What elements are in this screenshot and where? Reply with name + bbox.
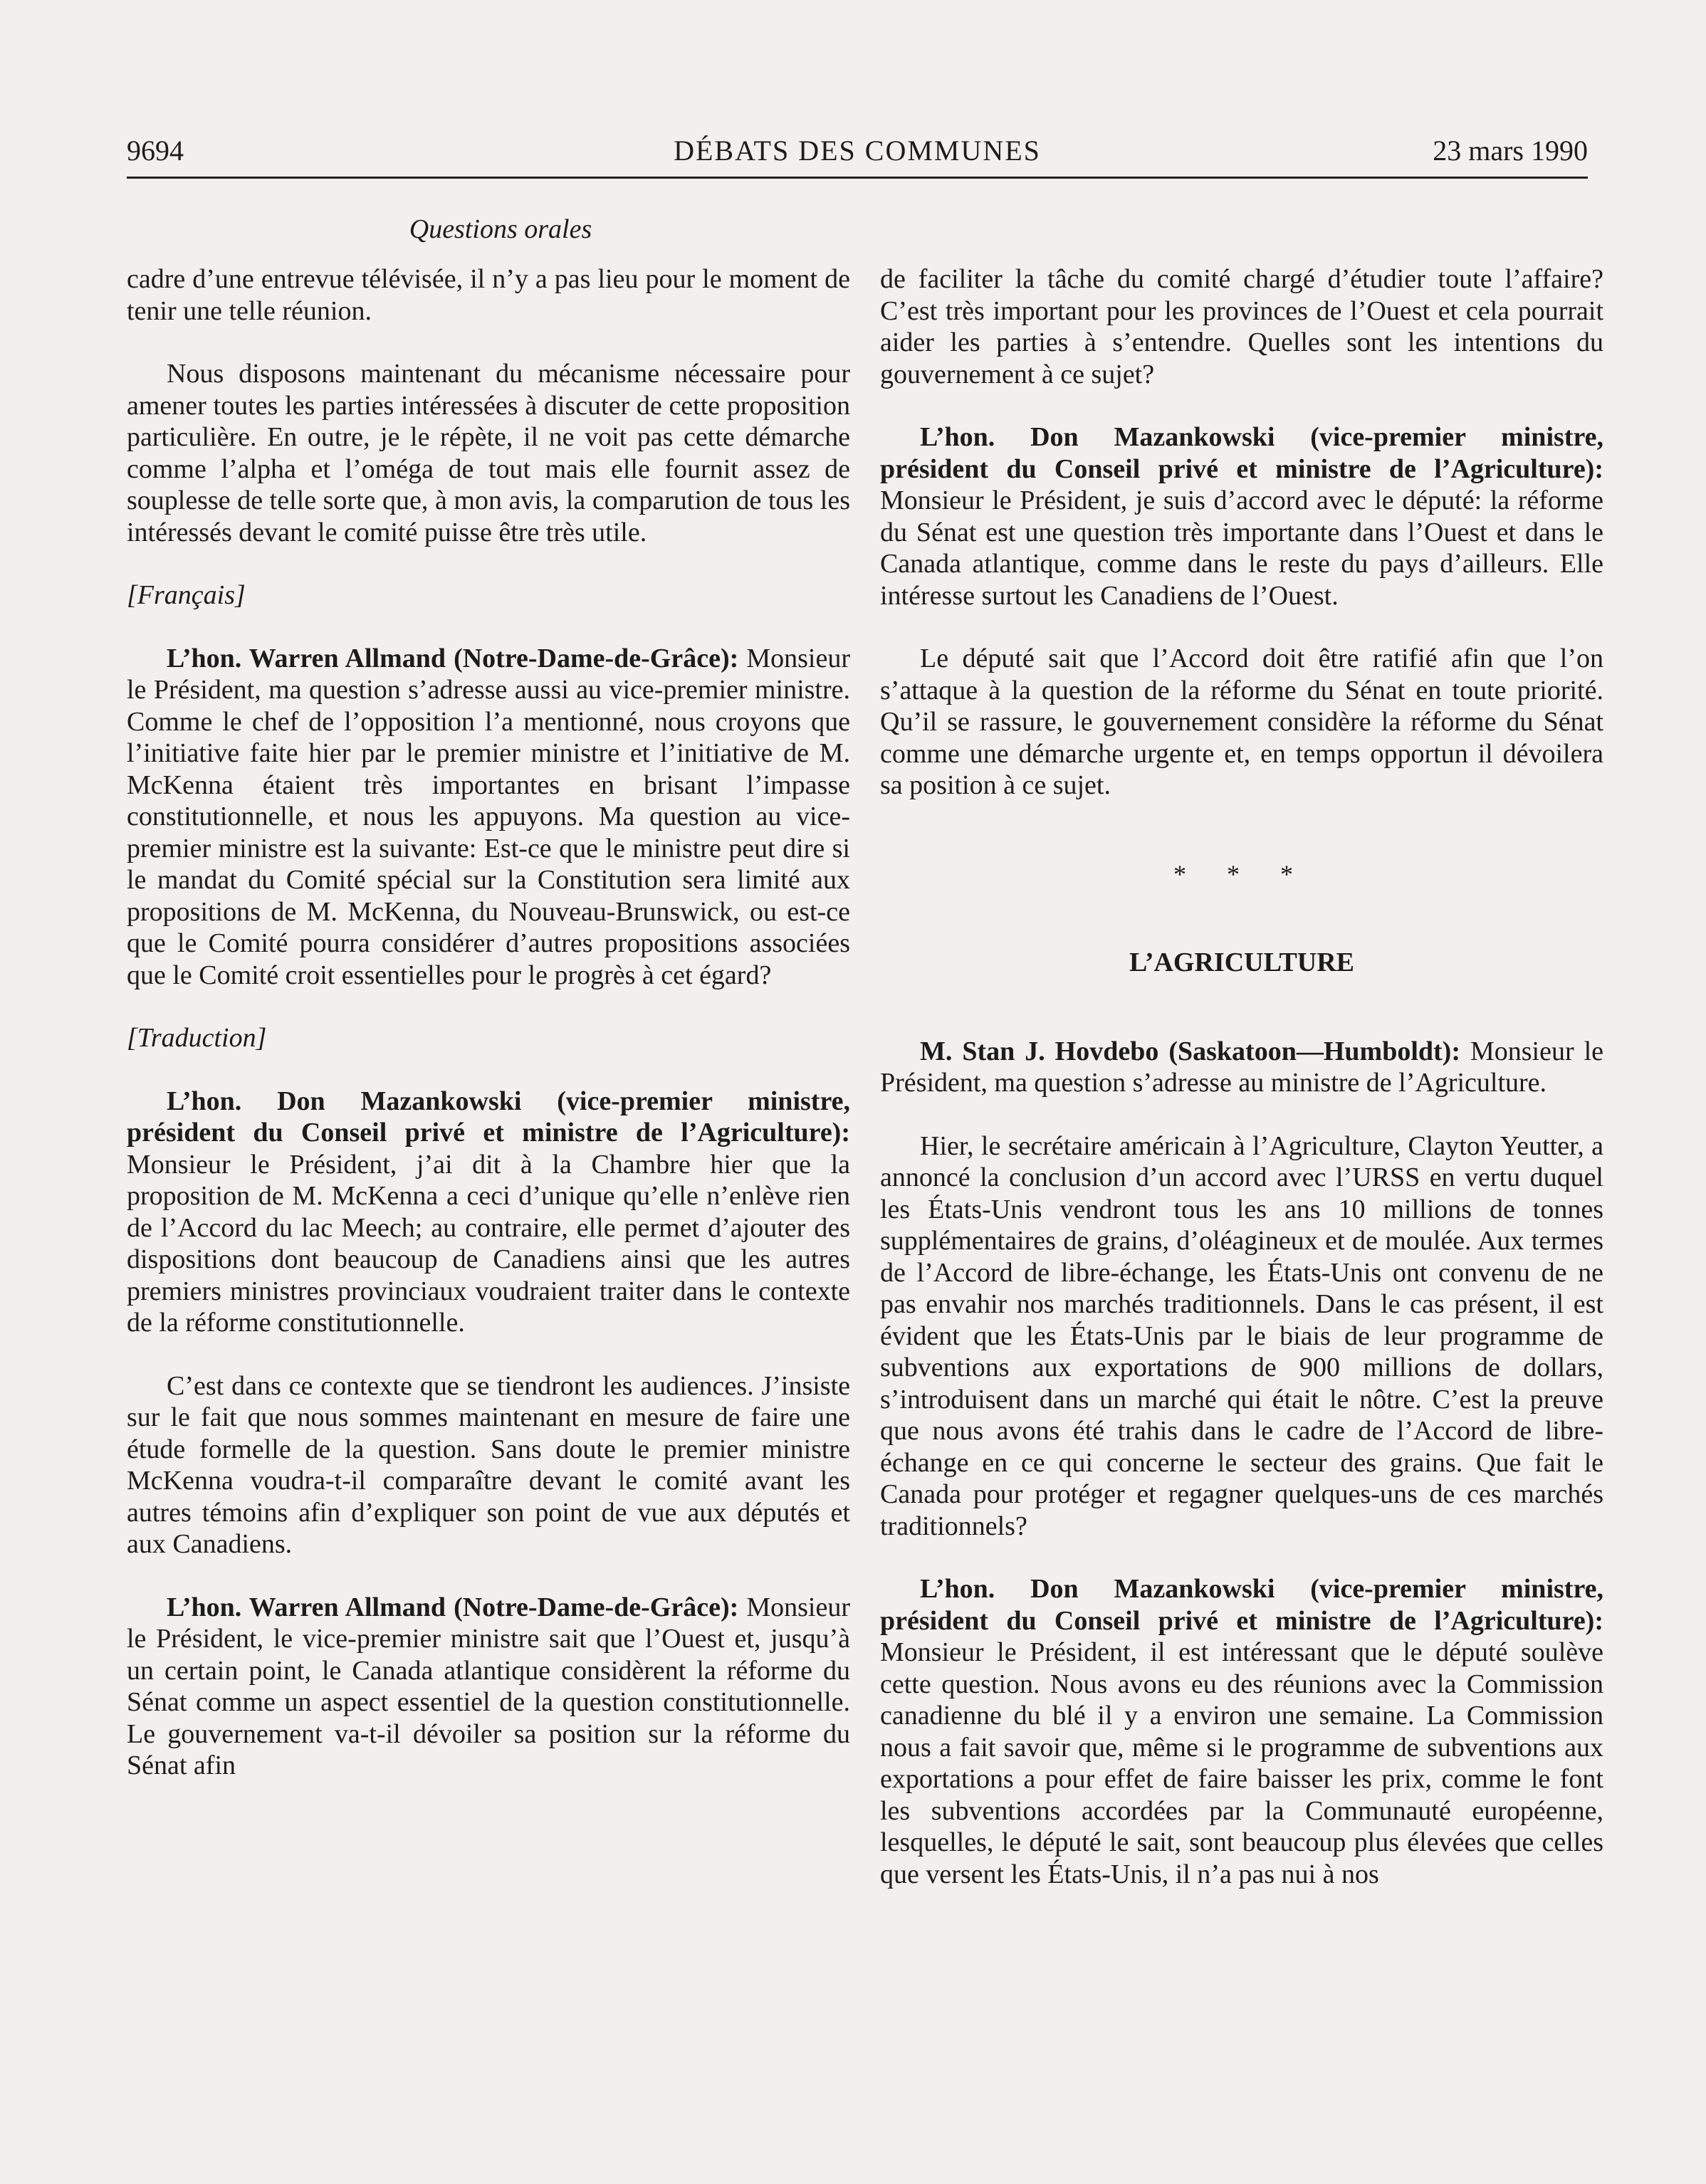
language-tag: [Français] bbox=[127, 580, 246, 610]
paragraph: Hier, le secrétaire américain à l’Agriculture, Clayton Yeutter, a annoncé la conclusion d’un accord avec l’URSS en vertu duquel les États-Unis vendront tous les ans 10 millions de tonnes supplémentaires de grains, d’oléagineux et de moulée. Aux termes de l’Accord de libre-échange, les États-Unis ont convenu de ne pas envahir nos marchés traditionnels. Dans le cas présent, il est évident que les États-Unis par le biais de leur programme de subventions aux exportations de 900 millions de dollars, s’introduisent dans un marché qui était le nôtre. C’est la preuve que nous avons été trahis dans le cadre de l’Accord de libre-échange en ce qui concerne le secteur des grains. Que fait le Canada pour protéger et regagner quelques-uns de ces marchés traditionnels? bbox=[880, 1130, 1603, 1541]
speech: L’hon. Don Mazankowski (vice-premier ministre, président du Conseil privé et ministre de l’Agriculture): Monsieur le Président, il est intéressant que le député soulève cette question. Nous avons eu des réunions avec la Commission canadienne du blé il y a environ une semaine. La Commission nous a fait savoir que, même si le programme de subventions aux exportations a pour effet de faire baisser les prix, comme le font les subventions accordées par la Communauté européenne, lesquelles, le député le sait, sont beaucoup plus élevées que celles que versent les États-Unis, il n’a pas nui à nos bbox=[880, 1574, 1603, 1889]
paragraph: Nous disposons maintenant du mécanisme nécessaire pour amener toutes les parties intéressées à discuter de cette proposition particulière. En outre, je le répète, il ne voit pas cette démarche comme l’alpha et l’oméga de tout mais elle fournit assez de souplesse de telle sorte que, à mon avis, la comparution de tous les intéressés devant le comité puisse être très utile. bbox=[127, 359, 850, 547]
speech: M. Stan J. Hovdebo (Saskatoon—Humboldt): Monsieur le Président, ma question s’adresse au ministre de l’Agriculture. bbox=[880, 1036, 1603, 1098]
page-header bbox=[127, 134, 1588, 179]
language-tag: [Traduction] bbox=[127, 1023, 267, 1053]
publication-date: 23 mars 1990 bbox=[1433, 135, 1588, 167]
speaker: M. Stan J. Hovdebo (Saskatoon—Humboldt): bbox=[920, 1036, 1460, 1066]
paragraph: de faciliter la tâche du comité chargé d’étudier toute l’affaire? C’est très important pour les provinces de l’Ouest et cela pourrait aider les parties à s’entendre. Quelles sont les intentions du gouvernement à ce sujet? bbox=[880, 264, 1603, 389]
publication-title: DÉBATS DES COMMUNES bbox=[674, 135, 1041, 167]
speech: L’hon. Warren Allmand (Notre-Dame-de-Grâce): Monsieur le Président, ma question s’adresse aussi au vice-premier ministre. Comme le chef de l’opposition l’a mentionné, nous croyons que l’initiative faite hier par le premier ministre et l’initiative de M. McKenna étaient très importantes en brisant l’impasse constitutionnelle, et nous les appuyons. Ma question au vice-premier ministre est la suivante: Est-ce que le ministre peut dire si le mandat du Comité spécial sur la Constitution sera limité aux propositions de M. McKenna, du Nouveau-Brunswick, ou est-ce que le Comité pourra considérer d’autres propositions associées que le Comité croit essentielles pour le progrès à cet égard? bbox=[127, 643, 850, 990]
speaker: L’hon. Warren Allmand (Notre-Dame-de-Grâce): bbox=[167, 643, 739, 673]
page-number: 9694 bbox=[127, 135, 184, 167]
paragraph: cadre d’une entrevue télévisée, il n’y a pas lieu pour le moment de tenir une telle réunion. bbox=[127, 264, 850, 326]
speaker: L’hon. Warren Allmand (Notre-Dame-de-Grâce): bbox=[167, 1592, 739, 1622]
paragraph: Le député sait que l’Accord doit être ratifié afin que l’on s’attaque à la question de la réforme du Sénat en toute priorité. Qu’il se rassure, le gouvernement considère la réforme du Sénat comme une démarche urgente et, en temps opportun il dévoilera sa position à ce sujet. bbox=[880, 644, 1603, 800]
left-column bbox=[127, 263, 850, 1813]
speech: L’hon. Don Mazankowski (vice-premier ministre, président du Conseil privé et ministre de l’Agriculture): Monsieur le Président, je suis d’accord avec le député: la réforme du Sénat est une question très importante dans l’Ouest et dans le Canada atlantique, comme dans le reste du pays d’ailleurs. Elle intéresse surtout les Canadiens de l’Ouest. bbox=[880, 422, 1603, 611]
paragraph: C’est dans ce contexte que se tiendront les audiences. J’insiste sur le fait que nous sommes maintenant en mesure de faire une étude formelle de la question. Sans doute le premier ministre McKenna voudra-t-il comparaître devant le comité avant les autres témoins afin d’expliquer son point de vue aux députés et aux Canadiens. bbox=[127, 1370, 850, 1559]
speaker: L’hon. Don Mazankowski (vice-premier ministre, président du Conseil privé et ministre de l’Agriculture): bbox=[127, 1086, 850, 1148]
section-separator: * * * bbox=[1173, 859, 1310, 888]
speaker: L’hon. Don Mazankowski (vice-premier ministre, président du Conseil privé et ministre de l’Agriculture): bbox=[880, 422, 1603, 484]
right-column bbox=[880, 263, 1603, 1921]
speech: L’hon. Don Mazankowski (vice-premier ministre, président du Conseil privé et ministre de l’Agriculture): Monsieur le Président, j’ai dit à la Chambre hier que la proposition de M. McKenna a ceci d’unique qu’elle n’enlève rien de l’Accord du lac Meech; au contraire, elle permet d’ajouter des dispositions dont beaucoup de Canadiens ainsi que les autres premiers ministres provinciaux voudraient traiter dans le contexte de la réforme constitutionnelle. bbox=[127, 1086, 850, 1338]
section-heading: L’AGRICULTURE bbox=[1129, 947, 1355, 977]
speaker: L’hon. Don Mazankowski (vice-premier ministre, président du Conseil privé et ministre de l’Agriculture): bbox=[880, 1574, 1603, 1636]
section-label: Questions orales bbox=[409, 214, 592, 244]
speech: L’hon. Warren Allmand (Notre-Dame-de-Grâce): Monsieur le Président, le vice-premier ministre sait que l’Ouest et, jusqu’à un certain point, le Canada atlantique considèrent la réforme du Sénat comme un aspect essentiel de la question constitutionnelle. Le gouvernement va-t-il dévoiler sa position sur la réforme du Sénat afin bbox=[127, 1592, 850, 1780]
